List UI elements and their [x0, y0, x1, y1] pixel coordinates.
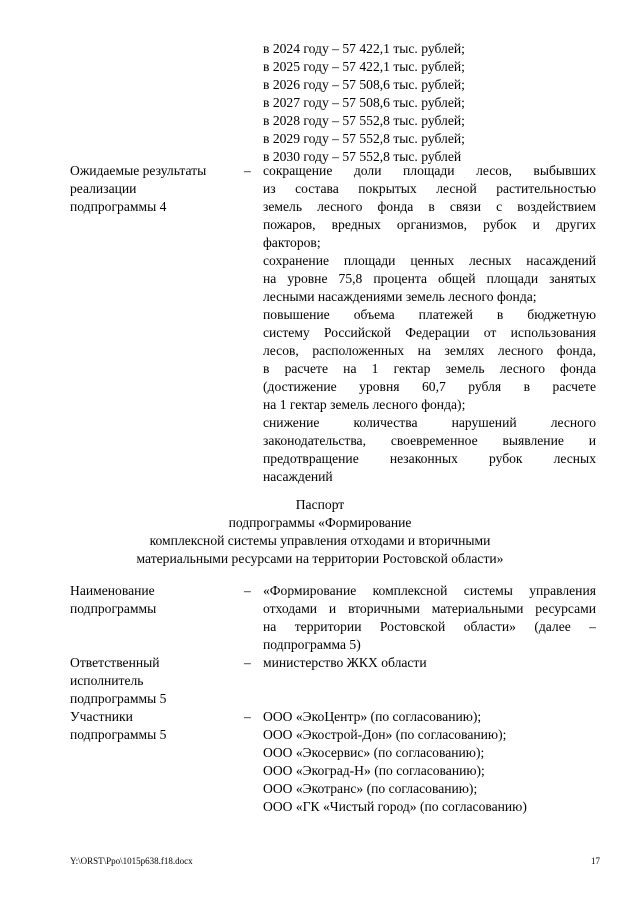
results-text-line: сокращение доли площади лесов, выбывших: [263, 163, 596, 178]
executor-text-line: министерство ЖКХ области: [263, 655, 427, 670]
name-text-line: подпрограмма 5): [263, 637, 361, 652]
results-text-line: пожаров, вредных организмов, рубок и других: [263, 217, 596, 232]
passport-title-line-2: подпрограммы «Формирование: [228, 515, 412, 530]
name-label-line-1: Наименование: [70, 583, 155, 598]
results-text-line: на уровне 75,8 процента общей площади занятых: [263, 271, 596, 286]
footer-file-path: Y:\ORST\Ppo\1015p638.f18.docx: [70, 856, 193, 866]
results-text-line: лесов, расположенных на землях лесного фонда,: [263, 343, 596, 358]
passport-title-line-4: материальными ресурсами на территории Ростовской области»: [136, 551, 504, 566]
funding-line-2026: в 2026 году – 57 508,6 тыс. рублей;: [263, 77, 465, 92]
executor-label-line-1: Ответственный: [70, 655, 160, 670]
results-text-line: предотвращение незаконных рубок лесных: [263, 451, 596, 466]
results-label-line-2: реализации: [70, 181, 137, 196]
participants-label-line-2: подпрограммы 5: [70, 727, 167, 742]
name-dash: –: [244, 583, 251, 598]
name-text-line: «Формирование комплексной системы управления: [263, 583, 596, 598]
results-text-line: в расчете на 1 гектар земель лесного фонда: [263, 361, 596, 376]
funding-line-2029: в 2029 году – 57 552,8 тыс. рублей;: [263, 131, 465, 146]
name-text-line: на территории Ростовской области» (далее –: [263, 619, 596, 634]
results-text-line: законодательства, своевременное выявление и: [263, 433, 596, 448]
results-text-line: сохранение площади ценных лесных насаждений: [263, 253, 596, 268]
participant-line: ООО «ГК «Чистый город» (по согласованию): [263, 799, 527, 814]
participant-line: ООО «Экоград-Н» (по согласованию);: [263, 763, 485, 778]
participant-line: ООО «Экосервис» (по согласованию);: [263, 745, 485, 760]
results-label-line-3: подпрограммы 4: [70, 199, 167, 214]
funding-line-2027: в 2027 году – 57 508,6 тыс. рублей;: [263, 95, 465, 110]
results-label-line-1: Ожидаемые результаты: [70, 163, 207, 178]
passport-title-line-3: комплексной системы управления отходами и вторичными: [149, 533, 491, 548]
participants-dash: –: [244, 709, 251, 724]
results-text-line: земель лесного фонда в связи с воздействием: [263, 199, 596, 214]
page-number: 17: [591, 856, 600, 866]
participants-label-line-1: Участники: [70, 709, 133, 724]
funding-line-2024: в 2024 году – 57 422,1 тыс. рублей;: [263, 41, 465, 56]
executor-label-line-3: подпрограммы 5: [70, 691, 167, 706]
executor-dash: –: [244, 655, 251, 670]
results-text-line: повышение объема платежей в бюджетную: [263, 307, 596, 322]
results-text-line: лесными насаждениями земель лесного фонда;: [263, 289, 537, 304]
name-label-line-2: подпрограммы: [70, 601, 157, 616]
results-text-line: снижение количества нарушений лесного: [263, 415, 596, 430]
results-text-line: (достижение уровня 60,7 рубля в расчете: [263, 379, 596, 394]
participant-line: ООО «ЭкоЦентр» (по согласованию);: [263, 709, 482, 724]
results-dash: –: [244, 163, 251, 178]
results-text-line: систему Российской Федерации от использования: [263, 325, 596, 340]
results-text-line: насаждений: [263, 469, 333, 484]
funding-line-2025: в 2025 году – 57 422,1 тыс. рублей;: [263, 59, 465, 74]
funding-line-2030: в 2030 году – 57 552,8 тыс. рублей: [263, 149, 462, 164]
participant-line: ООО «Экотранс» (по согласованию);: [263, 781, 478, 796]
results-text-line: на 1 гектар земель лесного фонда);: [263, 397, 466, 412]
funding-line-2028: в 2028 году – 57 552,8 тыс. рублей;: [263, 113, 465, 128]
name-text-line: отходами и вторичными материальными ресурсами: [263, 601, 596, 616]
executor-label-line-2: исполнитель: [70, 673, 144, 688]
results-text-line: факторов;: [263, 235, 321, 250]
participant-line: ООО «Экострой-Дон» (по согласованию);: [263, 727, 507, 742]
results-text-line: из состава покрытых лесной растительностью: [263, 181, 596, 196]
passport-title-line-1: Паспорт: [295, 497, 345, 512]
